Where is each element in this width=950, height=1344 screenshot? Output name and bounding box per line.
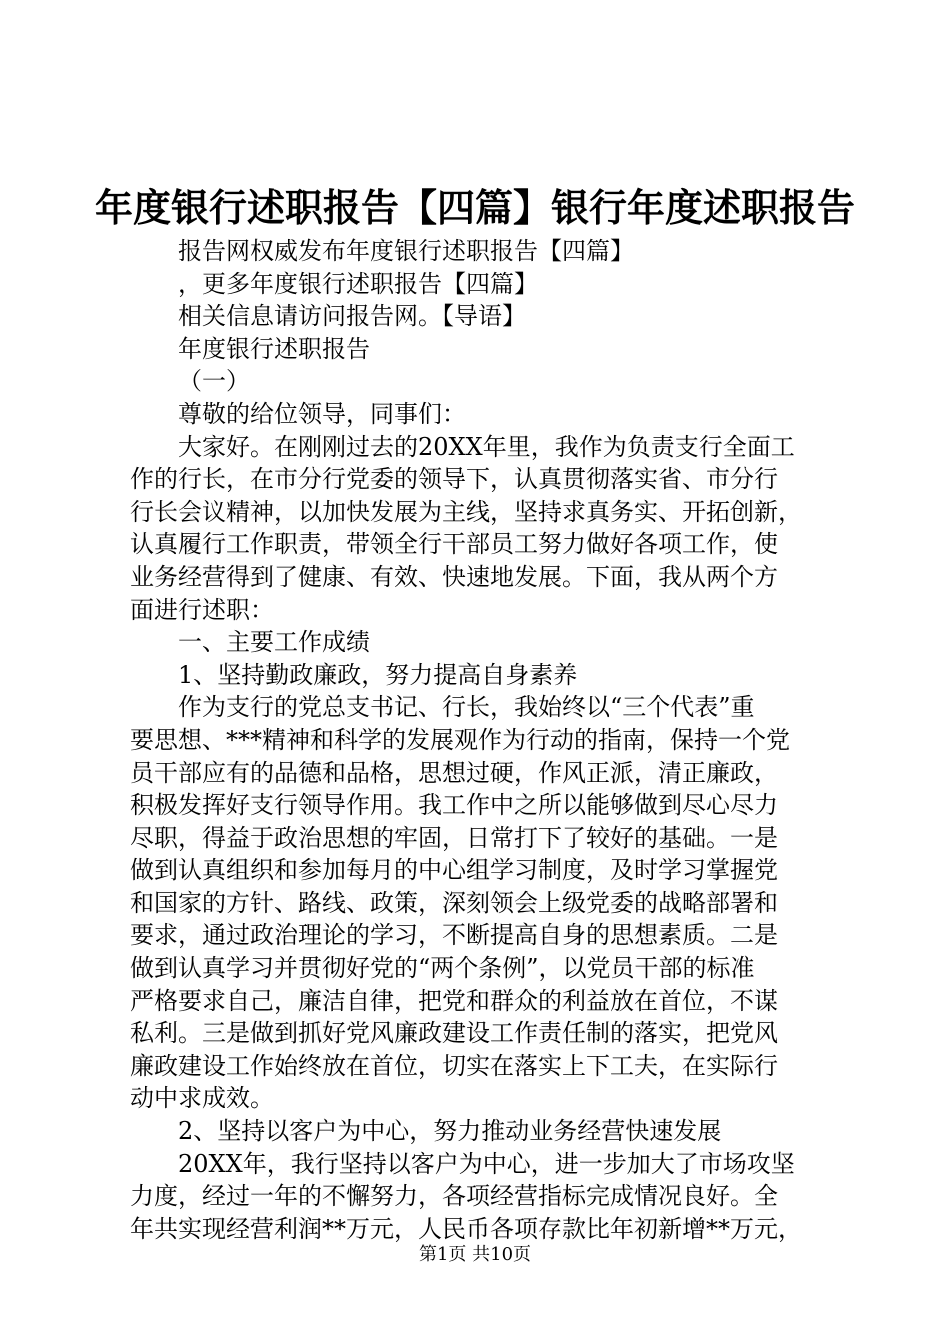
text-line: 积极发挥好支行领导作用。我工作中之所以能够做到尽心尽力 <box>130 791 778 820</box>
text-line: 年共实现经营利润**万元，人民币各项存款比年初新增**万元， <box>130 1214 802 1243</box>
document-title: 年度银行述职报告【四篇】银行年度述职报告 <box>94 185 855 230</box>
text-line: 相关信息请访问报告网。【导语】 <box>178 302 526 331</box>
text-line: 作为支行的党总支书记、行长，我始终以“三个代表”重 <box>178 693 755 722</box>
text-line: 一、主要工作成绩 <box>178 628 370 657</box>
text-line: 大家好。在刚刚过去的20XX年里，我作为负责支行全面工 <box>178 432 795 461</box>
page-footer: 第1页 共10页 <box>418 1244 532 1265</box>
document-body <box>130 235 830 1245</box>
text-line: 做到认真学习并贯彻好党的“两个条例”，以党员干部的标准 <box>130 954 755 983</box>
text-line: 认真履行工作职责，带领全行干部员工努力做好各项工作，使 <box>130 530 778 559</box>
text-line: 严格要求自己，廉洁自律，把党和群众的利益放在首位，不谋 <box>130 986 778 1015</box>
text-line: 尊敬的给位领导，同事们： <box>178 399 466 428</box>
text-line: （一） <box>178 367 250 396</box>
text-line: 行长会议精神，以加快发展为主线，坚持求真务实、开拓创新， <box>130 497 802 526</box>
text-line: 面进行述职： <box>130 595 274 624</box>
text-line: 年度银行述职报告 <box>178 334 370 363</box>
text-line: 1、坚持勤政廉政，努力提高自身素养 <box>178 660 578 689</box>
text-line: 20XX年，我行坚持以客户为中心，进一步加大了市场攻坚 <box>178 1149 795 1178</box>
text-line: 业务经营得到了健康、有效、快速地发展。下面，我从两个方 <box>130 562 778 591</box>
text-line: 和国家的方针、路线、政策，深刻领会上级党委的战略部署和 <box>130 888 778 917</box>
text-line: ，更多年度银行述职报告【四篇】 <box>178 269 538 298</box>
text-line: 2、坚持以客户为中心，努力推动业务经营快速发展 <box>178 1117 722 1146</box>
text-line: 廉政建设工作始终放在首位，切实在落实上下工夫，在实际行 <box>130 1051 778 1080</box>
text-line: 员干部应有的品德和品格，思想过硬，作风正派，清正廉政， <box>130 758 778 787</box>
text-line: 做到认真组织和参加每月的中心组学习制度，及时学习掌握党 <box>130 856 778 885</box>
text-line: 报告网权威发布年度银行述职报告【四篇】 <box>178 237 634 265</box>
text-line: 动中求成效。 <box>130 1084 274 1113</box>
text-line: 作的行长，在市分行党委的领导下，认真贯彻落实省、市分行 <box>130 465 778 494</box>
text-line: 私利。三是做到抓好党风廉政建设工作责任制的落实，把党风 <box>130 1019 778 1048</box>
text-line: 尽职，得益于政治思想的牢固，日常打下了较好的基础。一是 <box>130 823 778 852</box>
text-line: 要求，通过政治理论的学习，不断提高自身的思想素质。二是 <box>130 921 778 950</box>
text-line: 要思想、***精神和科学的发展观作为行动的指南，保持一个党 <box>130 725 790 754</box>
text-line: 力度，经过一年的不懈努力，各项经营指标完成情况良好。全 <box>130 1182 778 1211</box>
